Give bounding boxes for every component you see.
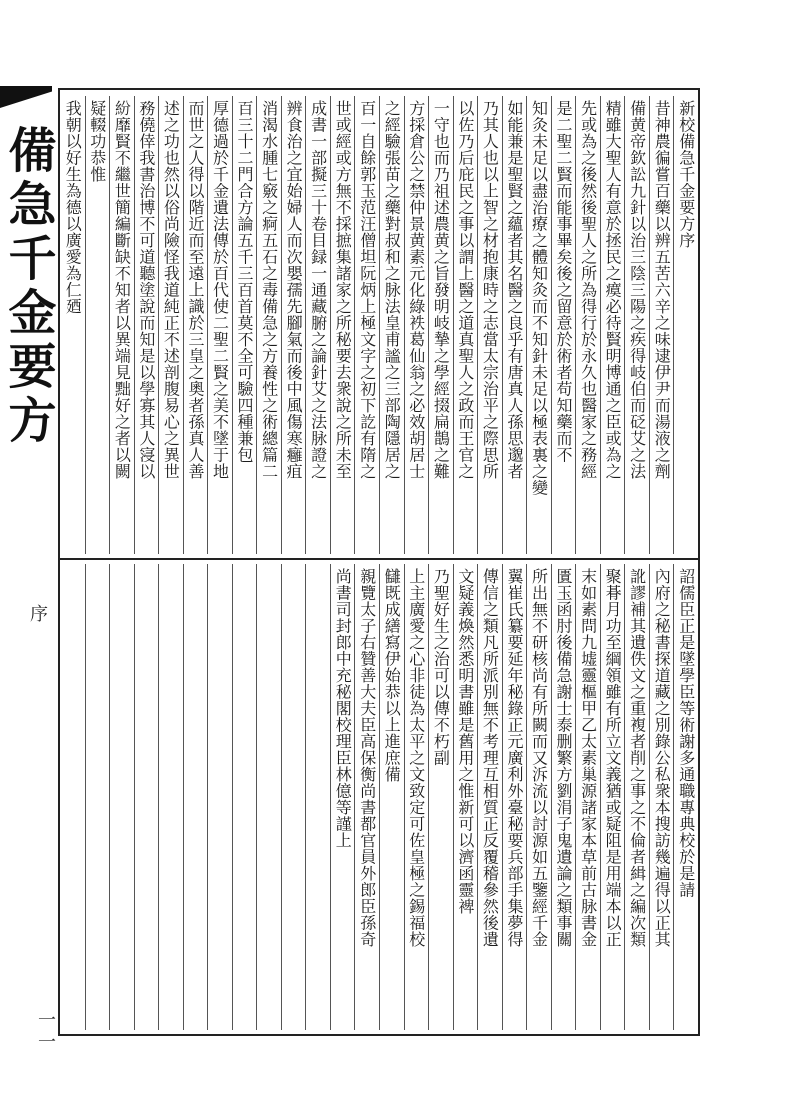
text-column: 一守也而乃祖述農黄之旨發明岐摯之學經掇扁鵲之難: [431, 100, 451, 480]
text-column: 我朝以好生為德以廣愛為仁廼: [63, 100, 83, 315]
text-column: 方採倉公之禁仲景黄素元化綠袟葛仙翁之必效胡居士: [406, 100, 426, 480]
text-column: 紛靡賢不繼世簡編斷缺不知者以異端見黜好之者以闕: [112, 100, 132, 480]
text-column: 精雖大聖人有意於拯民之瘼必待賢明博通之臣或為之: [603, 100, 623, 480]
text-column: 匱玉函肘後備急謝士泰删繁方劉涓子鬼遺論之類事關: [554, 568, 574, 948]
text-column: 翼崔氏纂要延年秘錄正元廣利外臺秘要兵部手集夢得: [504, 568, 524, 948]
text-column: [258, 568, 280, 1030]
text-frame: [58, 88, 700, 1036]
text-column: [159, 568, 181, 1030]
text-column: 讎既成繕寫伊始恭以上進庶備: [382, 568, 402, 783]
text-column: 知灸未足以盡治療之體知灸而不知針未足以極表裏之變: [529, 100, 549, 496]
title-margin: [0, 0, 58, 1106]
text-column: 務僥倖我書治博不可道聽塗說而知是以學寡其人寖以: [136, 100, 156, 480]
text-column: 以佐乃后庇民之事以謂上醫之道真聖人之政而王官之: [455, 100, 475, 480]
text-column: [61, 568, 83, 1030]
upper-text-block: [60, 96, 698, 554]
lower-text-block: [60, 564, 698, 1030]
text-column: 末如素問九墟靈樞甲乙太素巢源諸家本草前古脉書金: [578, 568, 598, 948]
text-column: 厚德過於千金遺法傳於百代使二聖二賢之美不墜于地: [210, 100, 230, 480]
text-column: 訛謬補其遺佚文之重複者削之事之不倫者緝之編次類: [627, 568, 647, 948]
text-column: 尚書司封郎中充秘閣校理臣林億等謹上: [333, 568, 353, 849]
text-column: [86, 568, 108, 1030]
section-label: 序: [27, 604, 48, 622]
page-number: 一一: [35, 1010, 56, 1054]
text-column: 辨食治之宜始婦人而次嬰孺先腳氣而後中風傷寒癰疽: [284, 100, 304, 480]
text-column: 詔儒臣正是墜學臣等術謝多通職專典校於是請: [676, 568, 696, 898]
text-column: [110, 568, 132, 1030]
text-column: 百一自餘郭玉范汪僧坦阮炳上極文字之初下訖有隋之: [357, 100, 377, 480]
text-column: 消渴水腫七竅之痾五石之毒備急之方養性之術總篇二: [259, 100, 279, 480]
text-column: 如能兼是聖賢之蘊者其名醫之良乎有唐真人孫思邈者: [504, 100, 524, 480]
text-column: 親覽太子右贊善大夫臣高保衡尚書都官員外郎臣孫奇: [357, 568, 377, 948]
block-divider: [60, 558, 698, 560]
title-marker-bar: [0, 86, 52, 108]
text-column: [282, 568, 304, 1030]
text-column: 新校備急千金要方序: [676, 100, 696, 249]
text-column: 述之功也然以俗尚險怪我道純正不述剖腹易心之異世: [161, 100, 181, 480]
text-column: 之經驗張苗之藥對叔和之脉法皇甫謐之三部陶隱居之: [382, 100, 402, 480]
text-column: 乃其人也以上智之材抱康時之志當太宗治平之際思所: [480, 100, 500, 480]
text-column: 昔神農徧嘗百藥以辨五苦六辛之味逮伊尹而湯液之劑: [652, 100, 672, 480]
book-title: 備急千金要方: [0, 125, 56, 449]
text-column: 先或為之後然後聖人之所為得行於永久也醫家之務經: [578, 100, 598, 480]
text-column: [184, 568, 206, 1030]
text-column: 成書一部擬三十卷目録一通藏腑之論針艾之法脉證之: [308, 100, 328, 480]
text-column: [233, 568, 255, 1030]
text-column: [209, 568, 231, 1030]
text-column: 世或經或方無不採摭集諸家之所秘要去衆說之所未至: [333, 100, 353, 480]
text-column: 是二聖二賢而能事畢矣後之留意於術者苟知藥而不: [554, 100, 574, 463]
text-column: 文疑義煥然悉明書雖是舊用之惟新可以濟函靈裨: [455, 568, 475, 915]
text-column: 所出無不研核尚有所闕而又泝流以討源如五鑒經千金: [529, 568, 549, 948]
text-column: 而世之人得以階近而至遠上識於三皇之奧者孫真人善: [185, 100, 205, 480]
text-column: 上主廣愛之心非徒為太平之文致定可佐皇極之錫福校: [406, 568, 426, 948]
text-column: 疑輟功恭惟: [87, 100, 107, 183]
text-column: 百三十二門合方論五千三百首莫不全可驗四種兼包: [235, 100, 255, 463]
text-column: [307, 568, 329, 1030]
text-column: [135, 568, 157, 1030]
text-column: 備黄帝欽訟九針以治三陰三陽之疾得岐伯而砭艾之法: [627, 100, 647, 480]
text-column: 傳信之類凡所派別無不考理互相質正反覆稽參然後遺: [480, 568, 500, 948]
text-column: 乃聖好生之治可以傳不朽副: [431, 568, 451, 766]
text-column: 內府之秘書探道藏之別錄公私衆本搜訪幾遍得以正其: [652, 568, 672, 948]
text-column: 聚朞月功至綱領雖有所立文義猶或疑阻是用端本以正: [603, 568, 623, 948]
